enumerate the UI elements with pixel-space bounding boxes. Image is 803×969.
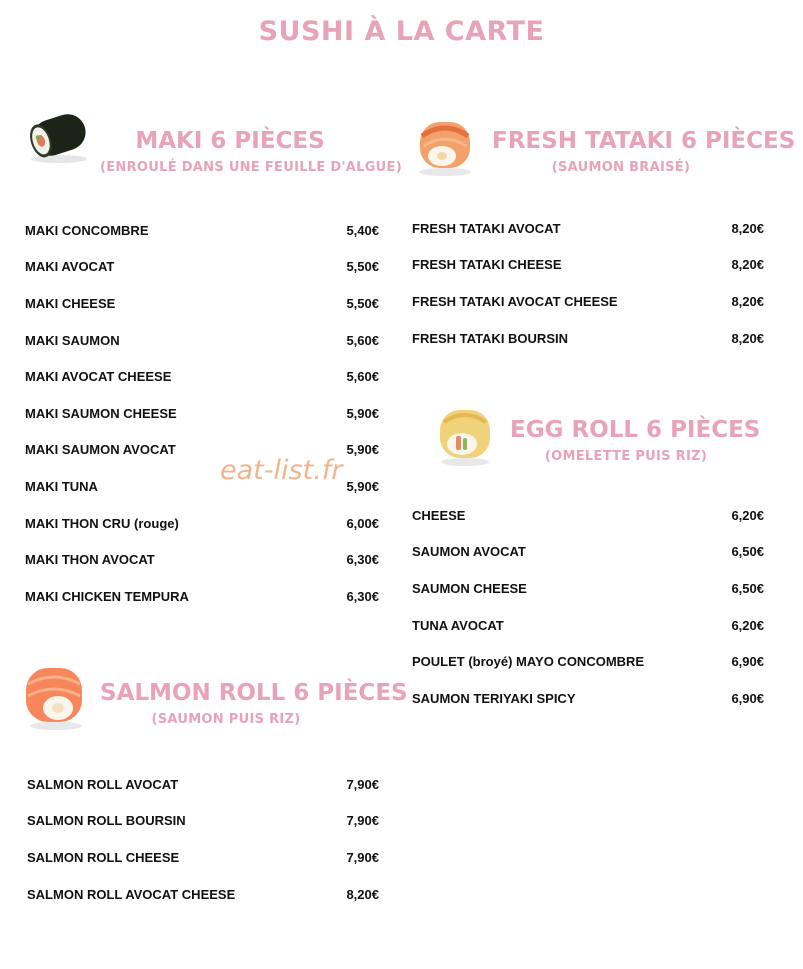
- item-price: 8,20€: [346, 886, 379, 902]
- item-price: 7,90€: [346, 813, 379, 829]
- item-name: SAUMON TERIYAKI SPICY: [412, 690, 576, 706]
- salmon-roll-section-header: [100, 680, 408, 727]
- item-price: 8,20€: [731, 220, 764, 236]
- maki-list: [25, 212, 379, 615]
- list-item: [412, 680, 764, 717]
- fresh-tataki-section-title: FRESH TATAKI 6 PIÈCES: [492, 128, 796, 154]
- item-price: 6,20€: [731, 507, 764, 523]
- list-item: [25, 541, 379, 578]
- item-price: 6,90€: [731, 690, 764, 706]
- item-price: 8,20€: [731, 330, 764, 346]
- item-name: FRESH TATAKI AVOCAT CHEESE: [412, 293, 618, 309]
- fresh-tataki-roll-image: [412, 112, 478, 178]
- fresh-tataki-section-subtitle: (SAUMON BRAISÉ): [551, 160, 691, 175]
- list-item: [412, 320, 764, 357]
- item-price: 6,90€: [731, 654, 764, 670]
- item-price: 5,90€: [346, 442, 379, 458]
- item-price: 7,90€: [346, 849, 379, 865]
- item-name: SALMON ROLL AVOCAT: [27, 776, 179, 792]
- list-item: [412, 570, 764, 607]
- list-item: [412, 607, 764, 644]
- item-price: 6,00€: [346, 515, 379, 531]
- item-price: 5,90€: [346, 405, 379, 421]
- maki-section-title: MAKI 6 PIÈCES: [135, 128, 325, 154]
- item-price: 5,60€: [346, 369, 379, 385]
- egg-roll-image: [432, 402, 498, 468]
- item-price: 5,60€: [346, 332, 379, 348]
- list-item: [412, 534, 764, 571]
- item-name: MAKI CHICKEN TEMPURA: [25, 588, 189, 604]
- list-item: [27, 876, 379, 913]
- item-price: 6,30€: [346, 552, 379, 568]
- list-item: [412, 643, 764, 680]
- salmon-roll-list: [27, 766, 379, 912]
- list-item: [25, 505, 379, 542]
- item-price: 5,50€: [346, 295, 379, 311]
- list-item: [412, 283, 764, 320]
- item-price: 5,40€: [346, 222, 379, 238]
- item-name: MAKI AVOCAT CHEESE: [25, 369, 172, 385]
- item-name: SAUMON CHEESE: [412, 580, 527, 596]
- maki-roll-image: [26, 105, 92, 165]
- item-name: SAUMON AVOCAT: [412, 544, 526, 560]
- list-item: [412, 497, 764, 534]
- list-item: [412, 247, 764, 284]
- item-price: 8,20€: [731, 293, 764, 309]
- item-name: FRESH TATAKI CHEESE: [412, 257, 562, 273]
- item-name: MAKI AVOCAT: [25, 259, 115, 275]
- watermark: eat-list.fr: [220, 455, 343, 486]
- item-price: 5,50€: [346, 259, 379, 275]
- list-item: [25, 395, 379, 432]
- maki-section-subtitle: (ENROULÉ DANS UNE FEUILLE D'ALGUE): [100, 160, 402, 175]
- item-name: CHEESE: [412, 507, 466, 523]
- item-name: MAKI SAUMON CHEESE: [25, 405, 177, 421]
- list-item: [27, 839, 379, 876]
- list-item: [25, 212, 379, 249]
- list-item: [25, 285, 379, 322]
- item-price: 6,50€: [731, 544, 764, 560]
- egg-roll-list: [412, 497, 764, 717]
- list-item: [412, 210, 764, 247]
- item-name: SALMON ROLL BOURSIN: [27, 813, 186, 829]
- salmon-roll-section-title: SALMON ROLL 6 PIÈCES: [100, 680, 408, 706]
- egg-roll-section-title: EGG ROLL 6 PIÈCES: [510, 417, 761, 443]
- salmon-roll-section-subtitle: (SAUMON PUIS RIZ): [151, 712, 301, 727]
- list-item: [27, 803, 379, 840]
- item-name: MAKI THON CRU (rouge): [25, 515, 179, 531]
- item-name: FRESH TATAKI BOURSIN: [412, 330, 568, 346]
- item-price: 5,90€: [346, 478, 379, 494]
- list-item: [27, 766, 379, 803]
- item-name: MAKI CONCOMBRE: [25, 222, 149, 238]
- item-price: 7,90€: [346, 776, 379, 792]
- item-name: MAKI SAUMON AVOCAT: [25, 442, 176, 458]
- list-item: [25, 249, 379, 286]
- item-price: 6,50€: [731, 580, 764, 596]
- page-title: SUSHI À LA CARTE: [258, 16, 545, 47]
- item-price: 8,20€: [731, 257, 764, 273]
- list-item: [25, 358, 379, 395]
- item-name: POULET (broyé) MAYO CONCOMBRE: [412, 654, 645, 670]
- list-item: [25, 578, 379, 615]
- item-price: 6,20€: [731, 617, 764, 633]
- item-name: MAKI SAUMON: [25, 332, 120, 348]
- item-name: TUNA AVOCAT: [412, 617, 504, 633]
- item-name: MAKI THON AVOCAT: [25, 552, 155, 568]
- item-name: SALMON ROLL AVOCAT CHEESE: [27, 886, 236, 902]
- item-name: MAKI CHEESE: [25, 295, 116, 311]
- list-item: [25, 322, 379, 359]
- egg-roll-section-header: [510, 417, 761, 464]
- item-name: FRESH TATAKI AVOCAT: [412, 220, 561, 236]
- salmon-roll-image: [20, 660, 92, 732]
- maki-section-header: [100, 128, 402, 175]
- fresh-tataki-section-header: [492, 128, 796, 175]
- item-name: SALMON ROLL CHEESE: [27, 849, 180, 865]
- fresh-tataki-list: [412, 210, 764, 356]
- item-price: 6,30€: [346, 588, 379, 604]
- egg-roll-section-subtitle: (OMELETTE PUIS RIZ): [544, 449, 708, 464]
- item-name: MAKI TUNA: [25, 478, 98, 494]
